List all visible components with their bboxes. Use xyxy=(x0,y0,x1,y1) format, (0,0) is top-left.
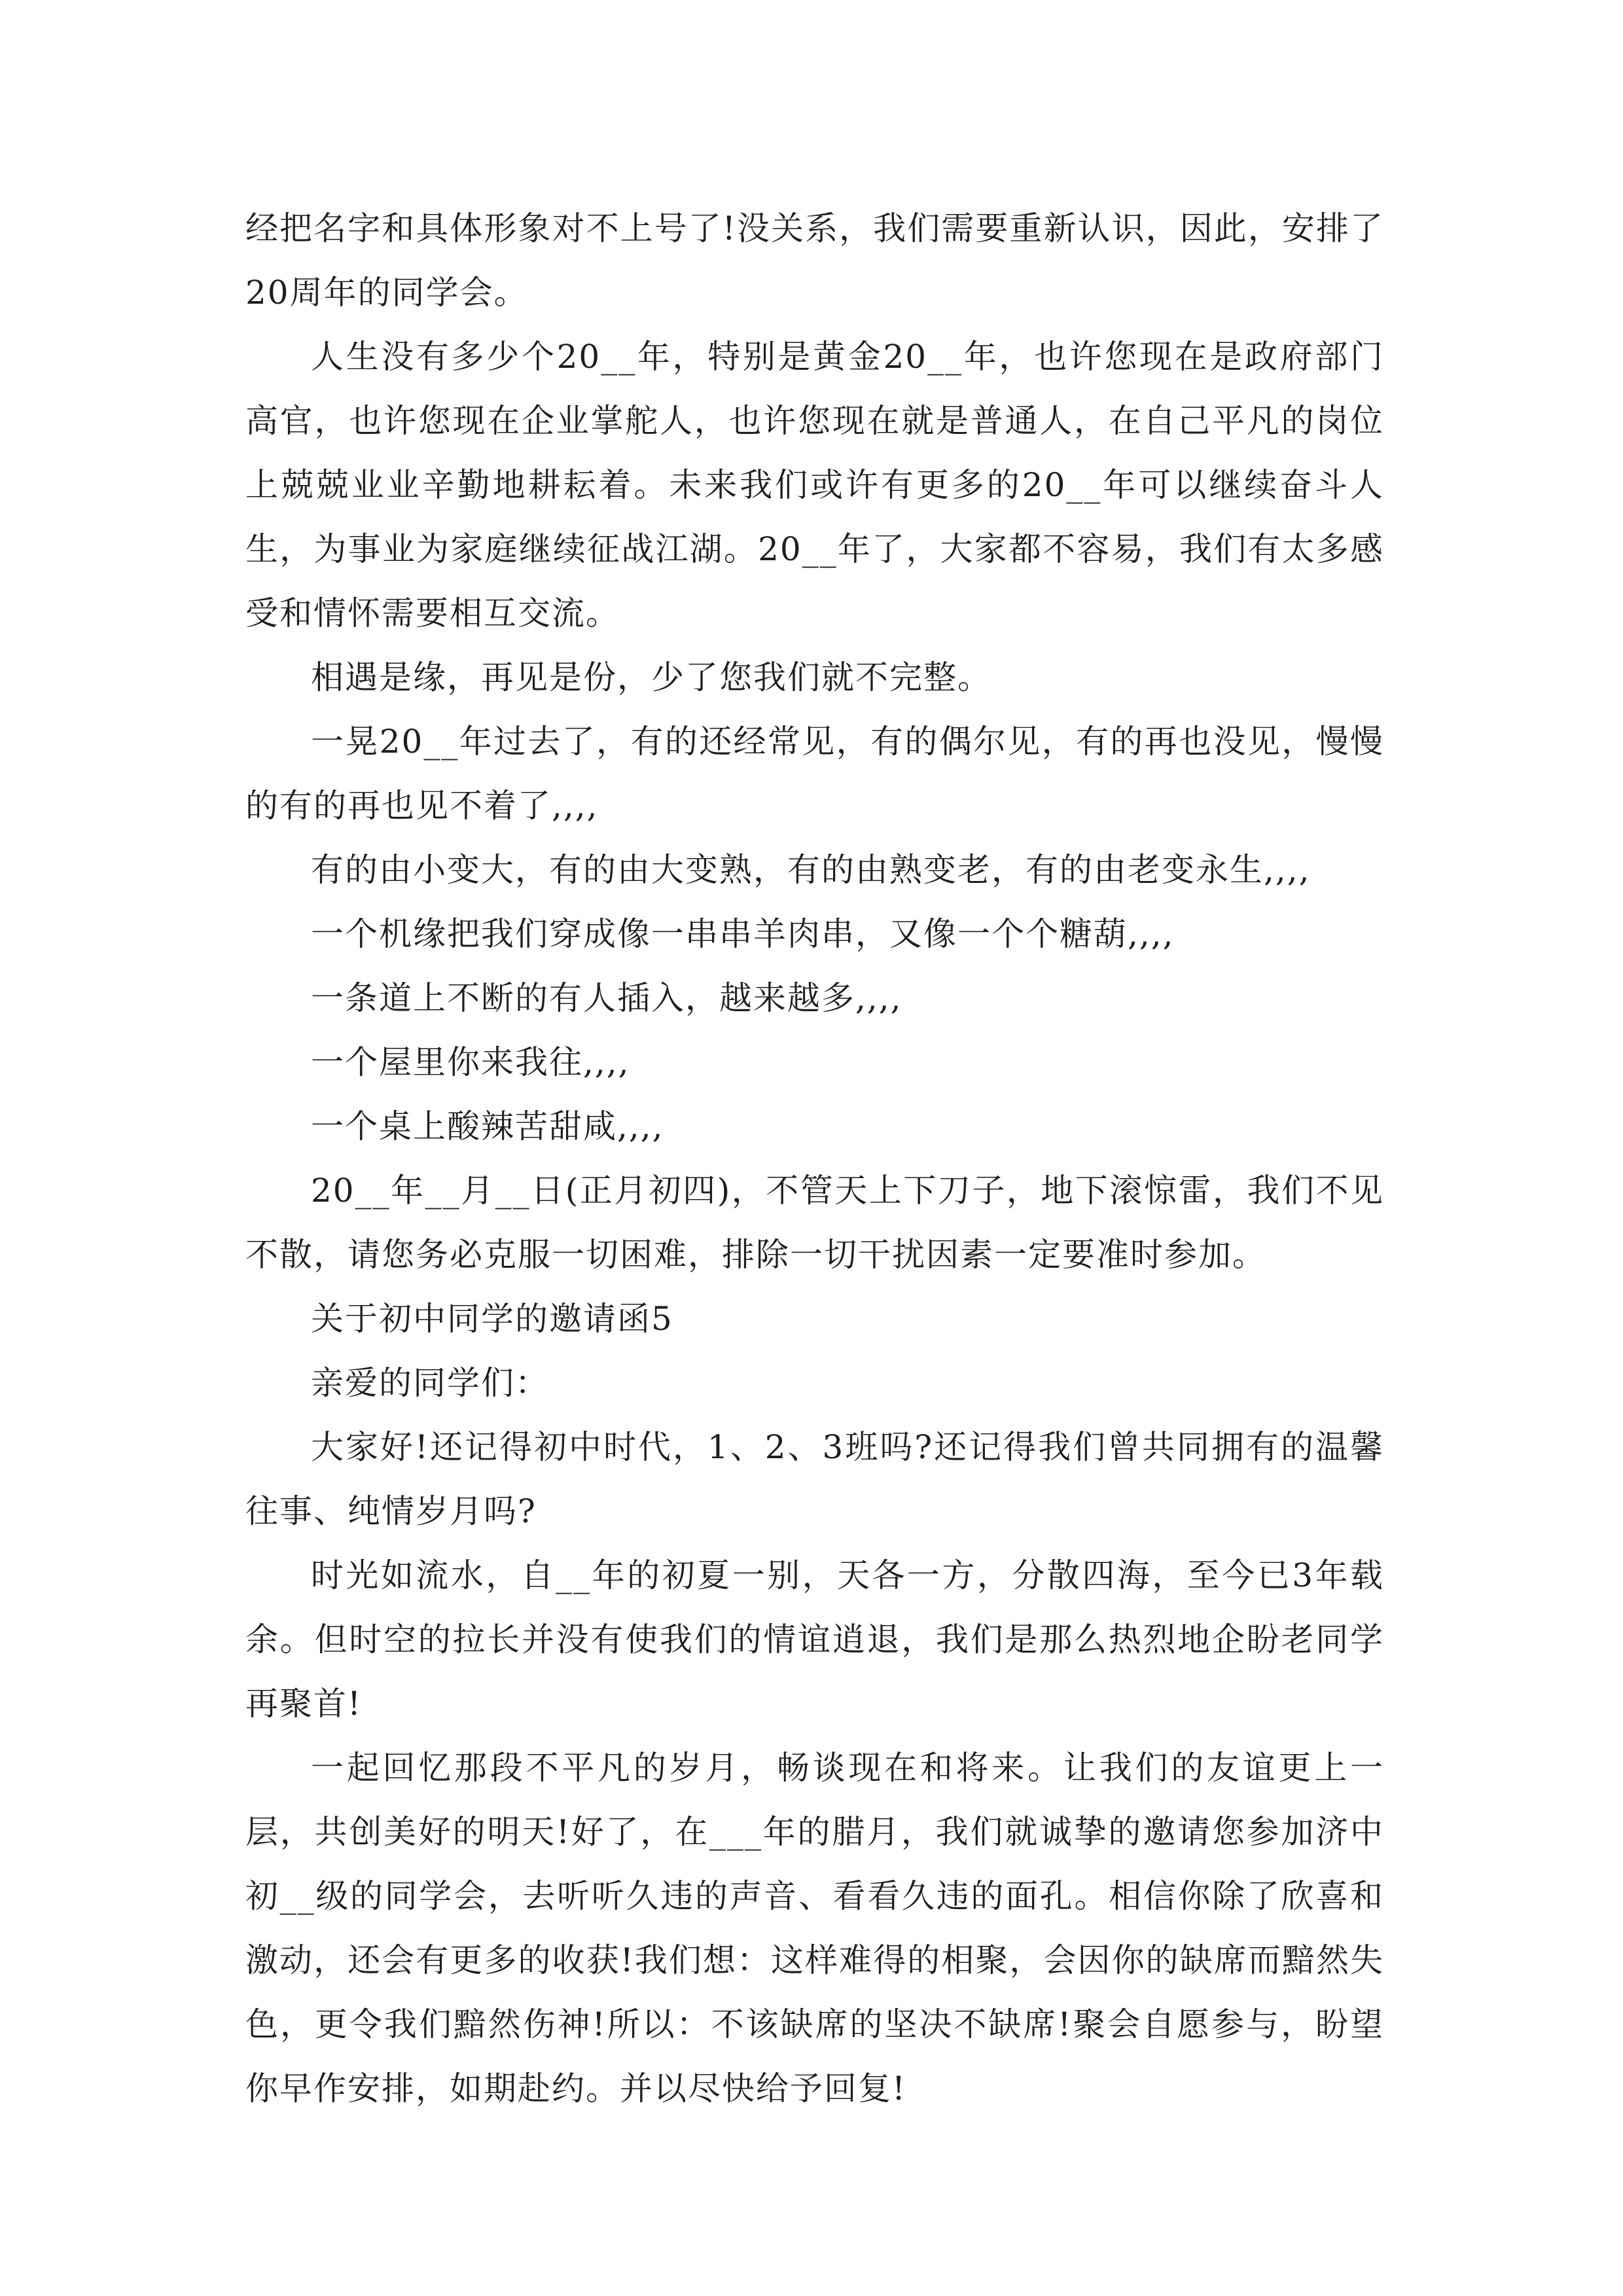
paragraph: 相遇是缘，再见是份，少了您我们就不完整。 xyxy=(311,658,991,696)
section-heading: 关于初中同学的邀请函5 xyxy=(311,1300,673,1338)
paragraph: 一个机缘把我们穿成像一串串羊肉串，又像一个个糖葫,,,, xyxy=(311,915,1175,953)
document-body xyxy=(245,196,1384,2121)
paragraph: 一个桌上酸辣苦甜咸,,,, xyxy=(311,1107,664,1145)
paragraph: 一个屋里你来我往,,,, xyxy=(311,1043,630,1081)
paragraph: 一起回忆那段不平凡的岁月，畅谈现在和将来。让我们的友谊更上一层，共创美好的明天!好了，在___年的腊月，我们就诚挚的邀请您参加济中初__级的同学会，去听听久违的声音、看看久违的面孔。相信你除了欣喜和激动，还会有更多的收获!我们想：这样难得的相聚，会因你的缺席而黯然失色，更令我们黯然伤神!所以：不该缺席的坚决不缺席!聚会自愿参与，盼望你早作安排，如期赴约。并以尽快给予回复! xyxy=(245,1749,1384,2108)
paragraph: 经把名字和具体形象对不上号了!没关系，我们需要重新认识，因此，安排了20周年的同学会。 xyxy=(245,209,1384,312)
salutation: 亲爱的同学们： xyxy=(311,1364,549,1402)
paragraph: 有的由小变大，有的由大变熟，有的由熟变老，有的由老变永生,,,, xyxy=(311,851,1311,889)
paragraph: 一晃20__年过去了，有的还经常见，有的偶尔见，有的再也没见，慢慢的有的再也见不着了,,,, xyxy=(245,723,1384,825)
paragraph: 大家好!还记得初中时代，1、2、3班吗?还记得我们曾共同拥有的温馨往事、纯情岁月吗? xyxy=(245,1428,1384,1530)
paragraph: 20__年__月__日(正月初四)，不管天上下刀子，地下滚惊雷，我们不见不散，请您务必克服一切困难，排除一切干扰因素一定要准时参加。 xyxy=(245,1172,1384,1274)
paragraph: 一条道上不断的有人插入，越来越多,,,, xyxy=(311,979,902,1017)
paragraph: 人生没有多少个20__年，特别是黄金20__年，也许您现在是政府部门高官，也许您现在企业掌舵人，也许您现在就是普通人，在自己平凡的岗位上兢兢业业辛勤地耕耘着。未来我们或许有更多的20__年可以继续奋斗人生，为事业为家庭继续征战江湖。20__年了，大家都不容易，我们有太多感受和情怀需要相互交流。 xyxy=(245,338,1384,632)
paragraph: 时光如流水，自__年的初夏一别，天各一方，分散四海，至今已3年载余。但时空的拉长并没有使我们的情谊逍退，我们是那么热烈地企盼老同学再聚首! xyxy=(245,1556,1384,1723)
